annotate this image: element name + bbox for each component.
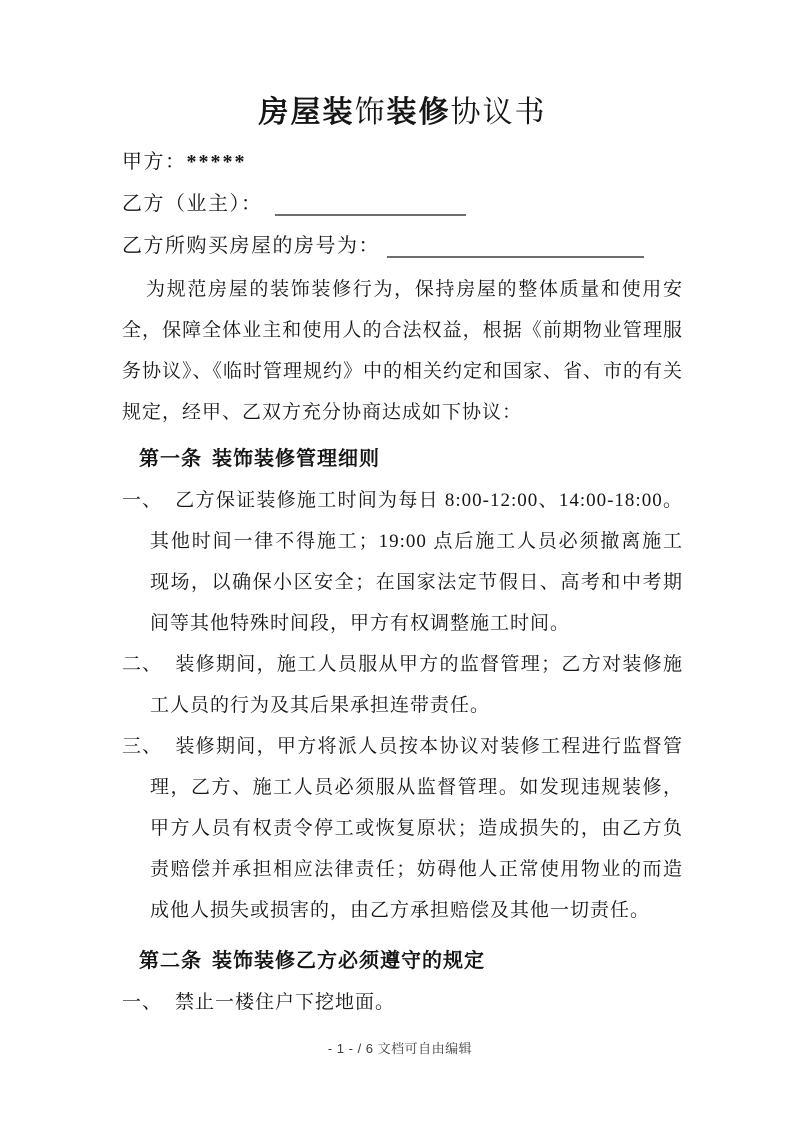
party-a-line <box>122 141 683 183</box>
clause-1-1-text: 乙方保证装修施工时间为每日 8:00-12:00、14:00-18:00。其他时间一律不得施工；19:00 点后施工人员必须撤离施工现场，以确保小区安全；在国家法定节假日、高考和中考期间等其他特殊时间段，甲方有权调整施工时间。 <box>150 490 683 634</box>
clause-2-1-marker: 一、 <box>122 992 163 1013</box>
clause-1-3-marker: 三、 <box>122 736 163 757</box>
intro-paragraph: 为规范房屋的装饰装修行为，保持房屋的整体质量和使用安全，保障全体业主和使用人的合法权益，根据《前期物业管理服务协议》、《临时管理规约》中的相关约定和国家、省、市的有关规定，经甲、乙双方充分协商达成如下协议： <box>122 279 684 423</box>
clause-1-1 <box>122 480 683 644</box>
section-2-number: 第二条 <box>139 950 202 972</box>
party-a-value: ***** <box>186 151 247 173</box>
clause-2-1-text: 禁止一楼住户下挖地面。 <box>175 992 396 1013</box>
section-1-title: 装饰装修管理细则 <box>212 448 380 470</box>
title-segment: 协议书 <box>450 96 547 129</box>
title-segment: 装修 <box>386 96 451 129</box>
section-2-heading <box>122 941 683 982</box>
clause-1-1-marker: 一、 <box>122 490 163 511</box>
clause-1-2-marker: 二、 <box>122 654 163 675</box>
house-number-line <box>122 225 683 267</box>
document-title <box>122 93 683 133</box>
section-1-number: 第一条 <box>139 448 202 470</box>
clause-1-3-text: 装修期间，甲方将派人员按本协议对装修工程进行监督管理，乙方、施工人员必须服从监督管理。如发现违规装修，甲方人员有权责令停工或恢复原状；造成损失的，由乙方负责赔偿并承担相应法律责任；妨碍他人正常使用物业的而造成他人损失或损害的，由乙方承担赔偿及其他一切责任。 <box>150 736 683 921</box>
party-b-line <box>122 183 683 225</box>
clause-1-3 <box>122 726 683 931</box>
title-segment: 饰 <box>354 96 387 129</box>
clause-1-2-text: 装修期间，施工人员服从甲方的监督管理；乙方对装修施工人员的行为及其后果承担连带责任。 <box>150 654 683 716</box>
house-number-label: 乙方所购买房屋的房号为： <box>122 235 380 257</box>
party-b-blank-line <box>275 214 466 216</box>
clause-2-1 <box>122 982 683 1023</box>
section-2-title: 装饰装修乙方必须遵守的规定 <box>212 950 485 972</box>
title-segment: 房屋装 <box>258 96 355 129</box>
party-a-label: 甲方： <box>122 151 187 173</box>
clause-1-2 <box>122 644 683 726</box>
house-number-blank-line <box>387 256 644 258</box>
party-b-label: 乙方（业主）： <box>122 193 263 215</box>
page-footer: - 1 - / 6 文档可自由编辑 <box>327 1041 473 1056</box>
section-1-heading <box>122 439 683 480</box>
